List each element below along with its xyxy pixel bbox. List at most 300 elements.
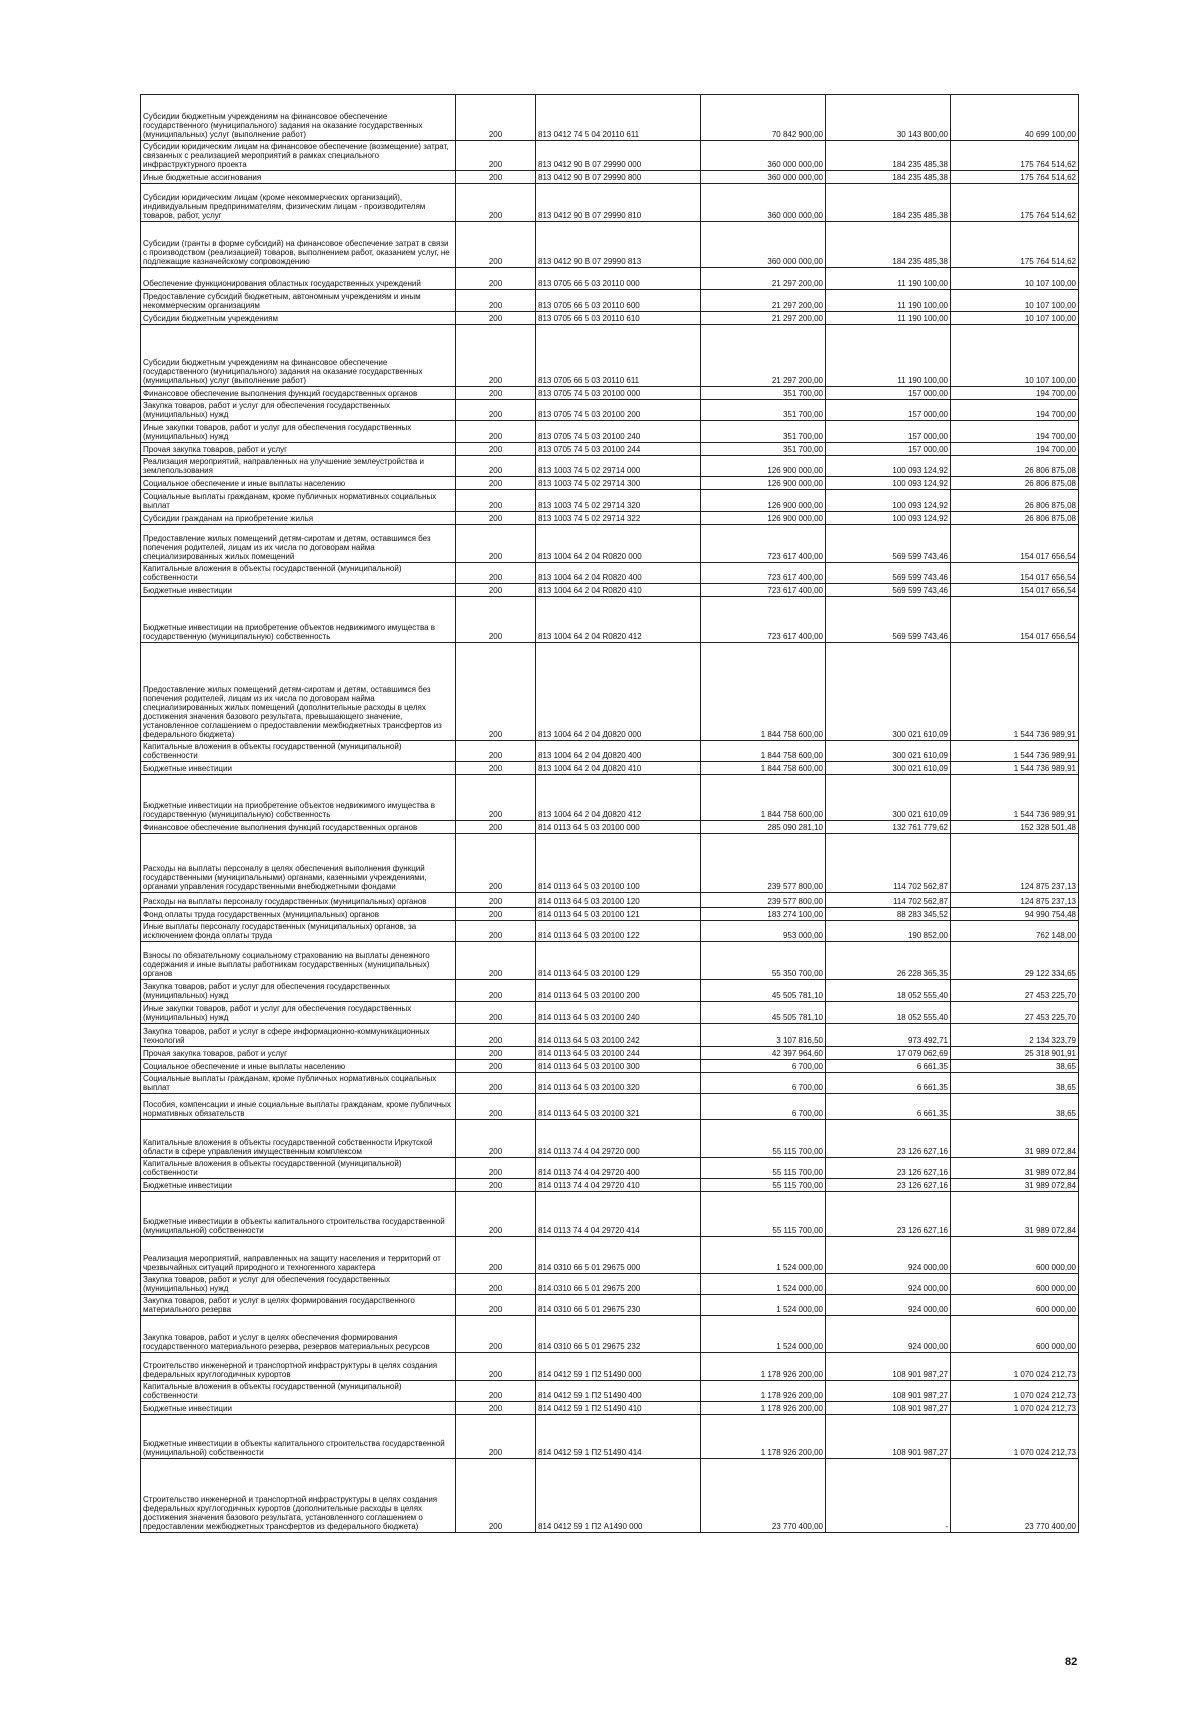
row-approved-cell: 723 617 400,00 [701,525,826,563]
row-kbk-cell: 813 1004 64 2 04 R0820 410 [536,584,701,597]
row-remaining-cell: 31 989 072,84 [951,1120,1079,1158]
row-remaining-cell: 31 989 072,84 [951,1158,1079,1179]
row-executed-cell: 569 599 743,46 [826,597,951,643]
table-row [141,1158,1079,1179]
table-row [141,762,1079,775]
row-name-cell: Иные закупки товаров, работ и услуг для обеспечения государственных (муниципальных) нужд [141,421,456,443]
row-approved-cell: 1 178 926 200,00 [701,1402,826,1415]
row-remaining-cell: 26 806 875,08 [951,456,1079,477]
table-row [141,584,1079,597]
row-executed-cell: 108 901 987,27 [826,1353,951,1381]
row-approved-cell: 183 274 100,00 [701,908,826,921]
row-code-cell: 200 [456,95,536,141]
row-remaining-cell: 1 544 736 989,91 [951,741,1079,762]
row-executed-cell: 100 093 124,92 [826,490,951,512]
table-row [141,387,1079,400]
row-approved-cell: 6 700,00 [701,1094,826,1120]
row-remaining-cell: 26 806 875,08 [951,477,1079,490]
row-kbk-cell: 814 0113 64 5 03 20100 240 [536,1002,701,1024]
row-code-cell: 200 [456,1024,536,1047]
row-approved-cell: 126 900 000,00 [701,490,826,512]
row-kbk-cell: 814 0412 59 1 П2 А1490 000 [536,1459,701,1533]
row-code-cell: 200 [456,421,536,443]
row-code-cell: 200 [456,1316,536,1353]
row-code-cell: 200 [456,171,536,184]
row-code-cell: 200 [456,1402,536,1415]
row-code-cell: 200 [456,325,536,387]
row-code-cell: 200 [456,477,536,490]
row-remaining-cell: 94 990 754,48 [951,908,1079,921]
row-approved-cell: 360 000 000,00 [701,222,826,268]
row-kbk-cell: 814 0113 64 5 03 20100 244 [536,1047,701,1060]
row-name-cell: Капитальные вложения в объекты государственной (муниципальной) собственности [141,741,456,762]
row-remaining-cell: 2 134 323,79 [951,1024,1079,1047]
row-executed-cell: 184 235 485,38 [826,141,951,171]
row-remaining-cell: 600 000,00 [951,1295,1079,1316]
row-kbk-cell: 814 0113 64 5 03 20100 000 [536,821,701,834]
row-name-cell: Капитальные вложения в объекты государственной собственности Иркутской области в сфере управления имущественным комплексом [141,1120,456,1158]
row-kbk-cell: 814 0113 64 5 03 20100 121 [536,908,701,921]
row-remaining-cell: 38,65 [951,1094,1079,1120]
row-executed-cell: 924 000,00 [826,1316,951,1353]
row-name-cell: Закупка товаров, работ и услуг для обеспечения государственных (муниципальных) нужд [141,980,456,1002]
row-code-cell: 200 [456,400,536,421]
row-approved-cell: 55 115 700,00 [701,1179,826,1192]
row-executed-cell: 157 000,00 [826,387,951,400]
row-code-cell: 200 [456,775,536,821]
table-row [141,1402,1079,1415]
row-executed-cell: 11 190 100,00 [826,312,951,325]
row-name-cell: Бюджетные инвестиции [141,762,456,775]
table-row [141,597,1079,643]
row-approved-cell: 1 524 000,00 [701,1237,826,1274]
row-name-cell: Субсидии бюджетным учреждениям [141,312,456,325]
row-executed-cell: 924 000,00 [826,1274,951,1295]
row-kbk-cell: 814 0113 74 4 04 29720 410 [536,1179,701,1192]
table-row [141,290,1079,312]
row-executed-cell: 114 702 562,87 [826,893,951,908]
row-approved-cell: 351 700,00 [701,387,826,400]
row-remaining-cell: 29 122 334,65 [951,942,1079,980]
table-row [141,171,1079,184]
row-approved-cell: 42 397 964,60 [701,1047,826,1060]
row-executed-cell: 184 235 485,38 [826,171,951,184]
row-approved-cell: 55 115 700,00 [701,1158,826,1179]
row-code-cell: 200 [456,525,536,563]
row-kbk-cell: 814 0412 59 1 П2 51490 000 [536,1353,701,1381]
row-approved-cell: 1 524 000,00 [701,1274,826,1295]
table-row [141,325,1079,387]
row-approved-cell: 45 505 781,10 [701,1002,826,1024]
row-approved-cell: 21 297 200,00 [701,290,826,312]
table-row [141,1002,1079,1024]
row-code-cell: 200 [456,222,536,268]
row-remaining-cell: 1 070 024 212,73 [951,1381,1079,1402]
table-row [141,1094,1079,1120]
row-approved-cell: 1 844 758 600,00 [701,775,826,821]
row-kbk-cell: 814 0113 64 5 03 20100 321 [536,1094,701,1120]
row-approved-cell: 21 297 200,00 [701,325,826,387]
table-row [141,908,1079,921]
table-row [141,1192,1079,1237]
row-kbk-cell: 813 1004 64 2 04 R0820 400 [536,563,701,584]
row-name-cell: Предоставление субсидий бюджетным, автономным учреждениям и иным некоммерческим организациям [141,290,456,312]
row-approved-cell: 360 000 000,00 [701,141,826,171]
row-name-cell: Субсидии юридическим лицам на финансовое обеспечение (возмещение) затрат, связанных с реализацией мероприятий в рамках специального инфраструктурного проекта [141,141,456,171]
row-executed-cell: 11 190 100,00 [826,290,951,312]
row-name-cell: Прочая закупка товаров, работ и услуг [141,1047,456,1060]
row-name-cell: Социальное обеспечение и иные выплаты населению [141,1060,456,1073]
table-row [141,775,1079,821]
row-kbk-cell: 813 0705 74 5 03 20100 244 [536,443,701,456]
table-row [141,563,1079,584]
row-code-cell: 200 [456,942,536,980]
row-code-cell: 200 [456,643,536,741]
row-approved-cell: 351 700,00 [701,400,826,421]
row-code-cell: 200 [456,741,536,762]
row-code-cell: 200 [456,584,536,597]
row-remaining-cell: 1 544 736 989,91 [951,643,1079,741]
row-name-cell: Реализация мероприятий, направленных на защиту населения и территорий от чрезвычайных ситуаций природного и техногенного характера [141,1237,456,1274]
table-row [141,312,1079,325]
row-executed-cell: 157 000,00 [826,421,951,443]
row-remaining-cell: 154 017 656,54 [951,584,1079,597]
row-executed-cell: 23 126 627,16 [826,1192,951,1237]
table-row [141,512,1079,525]
row-kbk-cell: 814 0113 64 5 03 20100 122 [536,921,701,942]
row-executed-cell: 108 901 987,27 [826,1415,951,1459]
row-name-cell: Иные бюджетные ассигнования [141,171,456,184]
table-row [141,1316,1079,1353]
row-code-cell: 200 [456,184,536,222]
row-approved-cell: 360 000 000,00 [701,171,826,184]
row-executed-cell: 18 052 555,40 [826,1002,951,1024]
row-code-cell: 200 [456,762,536,775]
row-name-cell: Субсидии (гранты в форме субсидий) на финансовое обеспечение затрат в связи с производством (реализацией) товаров, выполнением работ, оказанием услуг, не подлежащие казначейскому сопровождению [141,222,456,268]
row-name-cell: Капитальные вложения в объекты государственной (муниципальной) собственности [141,1381,456,1402]
row-approved-cell: 21 297 200,00 [701,268,826,290]
row-kbk-cell: 813 0705 66 5 03 20110 600 [536,290,701,312]
row-executed-cell: 6 661,35 [826,1060,951,1073]
row-name-cell: Закупка товаров, работ и услуг в сфере информационно-коммуникационных технологий [141,1024,456,1047]
row-approved-cell: 239 577 800,00 [701,834,826,893]
row-code-cell: 200 [456,443,536,456]
row-approved-cell: 55 115 700,00 [701,1192,826,1237]
row-remaining-cell: 762 148,00 [951,921,1079,942]
row-approved-cell: 723 617 400,00 [701,563,826,584]
row-code-cell: 200 [456,1381,536,1402]
row-approved-cell: 1 844 758 600,00 [701,741,826,762]
table-row [141,443,1079,456]
row-approved-cell: 6 700,00 [701,1060,826,1073]
row-name-cell: Закупка товаров, работ и услуг для обеспечения государственных (муниципальных) нужд [141,400,456,421]
row-executed-cell: 184 235 485,38 [826,184,951,222]
row-executed-cell: 100 093 124,92 [826,456,951,477]
row-code-cell: 200 [456,821,536,834]
table-row [141,1459,1079,1533]
row-kbk-cell: 814 0113 64 5 03 20100 200 [536,980,701,1002]
row-remaining-cell: 1 070 024 212,73 [951,1353,1079,1381]
row-remaining-cell: 38,65 [951,1060,1079,1073]
row-approved-cell: 1 844 758 600,00 [701,643,826,741]
row-remaining-cell: 124 875 237,13 [951,834,1079,893]
row-code-cell: 200 [456,1192,536,1237]
row-name-cell: Закупка товаров, работ и услуг для обеспечения государственных (муниципальных) нужд [141,1274,456,1295]
table-row [141,1024,1079,1047]
row-kbk-cell: 813 1004 64 2 04 R0820 412 [536,597,701,643]
row-approved-cell: 70 842 900,00 [701,95,826,141]
row-remaining-cell: 31 989 072,84 [951,1192,1079,1237]
row-kbk-cell: 814 0310 66 5 01 29675 232 [536,1316,701,1353]
row-executed-cell: 300 021 610,09 [826,643,951,741]
row-name-cell: Расходы на выплаты персоналу государственных (муниципальных) органов [141,893,456,908]
row-remaining-cell: 600 000,00 [951,1274,1079,1295]
row-name-cell: Фонд оплаты труда государственных (муниципальных) органов [141,908,456,921]
row-name-cell: Бюджетные инвестиции в объекты капитального строительства государственной (муниципальной) собственности [141,1192,456,1237]
row-remaining-cell: 175 764 514,62 [951,222,1079,268]
row-code-cell: 200 [456,290,536,312]
row-kbk-cell: 814 0113 64 5 03 20100 100 [536,834,701,893]
row-approved-cell: 351 700,00 [701,421,826,443]
row-executed-cell: 190 852,00 [826,921,951,942]
table-row [141,456,1079,477]
row-code-cell: 200 [456,980,536,1002]
row-name-cell: Бюджетные инвестиции [141,1402,456,1415]
row-approved-cell: 23 770 400,00 [701,1459,826,1533]
row-remaining-cell: 175 764 514,62 [951,184,1079,222]
budget-execution-table [140,94,1079,1533]
table-row [141,893,1079,908]
table-row [141,921,1079,942]
row-remaining-cell: 600 000,00 [951,1237,1079,1274]
row-code-cell: 200 [456,1459,536,1533]
row-code-cell: 200 [456,268,536,290]
row-remaining-cell: 1 070 024 212,73 [951,1415,1079,1459]
row-name-cell: Бюджетные инвестиции [141,584,456,597]
row-executed-cell: 300 021 610,09 [826,775,951,821]
row-name-cell: Расходы на выплаты персоналу в целях обеспечения выполнения функций государственными (муниципальными) органами, казенными учреждениями, органами управления государственными внебюджетными фондами [141,834,456,893]
row-name-cell: Финансовое обеспечение выполнения функций государственных органов [141,387,456,400]
row-kbk-cell: 814 0113 74 4 04 29720 000 [536,1120,701,1158]
row-code-cell: 200 [456,1237,536,1274]
row-kbk-cell: 813 1004 64 2 04 Д0820 400 [536,741,701,762]
row-executed-cell: 924 000,00 [826,1295,951,1316]
row-remaining-cell: 1 070 024 212,73 [951,1402,1079,1415]
row-name-cell: Субсидии гражданам на приобретение жилья [141,512,456,525]
row-executed-cell: 18 052 555,40 [826,980,951,1002]
row-approved-cell: 1 524 000,00 [701,1316,826,1353]
row-remaining-cell: 1 544 736 989,91 [951,775,1079,821]
row-executed-cell: 100 093 124,92 [826,512,951,525]
table-row [141,1381,1079,1402]
row-kbk-cell: 814 0113 64 5 03 20100 120 [536,893,701,908]
row-code-cell: 200 [456,312,536,325]
row-code-cell: 200 [456,512,536,525]
table-row [141,95,1079,141]
row-kbk-cell: 813 1004 64 2 04 R0820 000 [536,525,701,563]
row-kbk-cell: 813 0705 66 5 03 20110 000 [536,268,701,290]
table-row [141,525,1079,563]
row-code-cell: 200 [456,1158,536,1179]
row-executed-cell: 6 661,35 [826,1073,951,1094]
row-executed-cell: 23 126 627,16 [826,1158,951,1179]
row-remaining-cell: 124 875 237,13 [951,893,1079,908]
row-name-cell: Закупка товаров, работ и услуг в целях формирования государственного материального резерва [141,1295,456,1316]
row-kbk-cell: 813 1004 64 2 04 Д0820 000 [536,643,701,741]
row-remaining-cell: 175 764 514,62 [951,141,1079,171]
row-executed-cell: 88 283 345,52 [826,908,951,921]
row-name-cell: Закупка товаров, работ и услуг в целях обеспечения формирования государственного материального резерва, резервов материальных ресурсов [141,1316,456,1353]
row-name-cell: Пособия, компенсации и иные социальные выплаты гражданам, кроме публичных нормативных обязательств [141,1094,456,1120]
row-code-cell: 200 [456,141,536,171]
row-code-cell: 200 [456,1002,536,1024]
row-kbk-cell: 813 1003 74 5 02 29714 300 [536,477,701,490]
row-name-cell: Бюджетные инвестиции [141,1179,456,1192]
row-approved-cell: 6 700,00 [701,1073,826,1094]
row-kbk-cell: 814 0310 66 5 01 29675 230 [536,1295,701,1316]
row-executed-cell: 17 079 062,69 [826,1047,951,1060]
row-remaining-cell: 10 107 100,00 [951,290,1079,312]
row-executed-cell: 973 492,71 [826,1024,951,1047]
table-row [141,184,1079,222]
row-approved-cell: 723 617 400,00 [701,597,826,643]
row-kbk-cell: 813 0705 74 5 03 20100 240 [536,421,701,443]
row-remaining-cell: 26 806 875,08 [951,490,1079,512]
table-row [141,1073,1079,1094]
row-remaining-cell: 152 328 501,48 [951,821,1079,834]
row-executed-cell: 114 702 562,87 [826,834,951,893]
row-kbk-cell: 814 0412 59 1 П2 51490 410 [536,1402,701,1415]
row-name-cell: Субсидии юридическим лицам (кроме некоммерческих организаций), индивидуальным предпринимателям, физическим лицам - производителям товаров, работ, услуг [141,184,456,222]
row-remaining-cell: 10 107 100,00 [951,325,1079,387]
row-executed-cell: - [826,1459,951,1533]
row-executed-cell: 300 021 610,09 [826,741,951,762]
row-name-cell: Бюджетные инвестиции на приобретение объектов недвижимого имущества в государственную (муниципальную) собственность [141,597,456,643]
row-name-cell: Взносы по обязательному социальному страхованию на выплаты денежного содержания и иные выплаты работникам государственных (муниципальных) органов [141,942,456,980]
row-code-cell: 200 [456,834,536,893]
row-approved-cell: 1 178 926 200,00 [701,1353,826,1381]
row-name-cell: Иные закупки товаров, работ и услуг для обеспечения государственных (муниципальных) нужд [141,1002,456,1024]
row-kbk-cell: 814 0113 64 5 03 20100 242 [536,1024,701,1047]
row-code-cell: 200 [456,1415,536,1459]
row-code-cell: 200 [456,1047,536,1060]
table-row [141,400,1079,421]
table-row [141,1179,1079,1192]
row-name-cell: Социальные выплаты гражданам, кроме публичных нормативных социальных выплат [141,1073,456,1094]
table-row [141,1274,1079,1295]
table-row [141,1295,1079,1316]
row-approved-cell: 126 900 000,00 [701,512,826,525]
row-code-cell: 200 [456,1179,536,1192]
table-row [141,222,1079,268]
row-remaining-cell: 26 806 875,08 [951,512,1079,525]
row-code-cell: 200 [456,1353,536,1381]
table-row [141,942,1079,980]
row-kbk-cell: 813 1004 64 2 04 Д0820 412 [536,775,701,821]
row-approved-cell: 1 844 758 600,00 [701,762,826,775]
row-kbk-cell: 814 0412 59 1 П2 51490 400 [536,1381,701,1402]
row-name-cell: Бюджетные инвестиции в объекты капитального строительства государственной (муниципальной) собственности [141,1415,456,1459]
row-kbk-cell: 813 0412 74 5 04 20110 611 [536,95,701,141]
table-row [141,741,1079,762]
row-code-cell: 200 [456,908,536,921]
row-remaining-cell: 1 544 736 989,91 [951,762,1079,775]
row-executed-cell: 184 235 485,38 [826,222,951,268]
row-code-cell: 200 [456,1295,536,1316]
row-remaining-cell: 40 699 100,00 [951,95,1079,141]
table-row [141,1415,1079,1459]
row-remaining-cell: 600 000,00 [951,1316,1079,1353]
row-code-cell: 200 [456,387,536,400]
table-row [141,477,1079,490]
row-approved-cell: 21 297 200,00 [701,312,826,325]
row-kbk-cell: 814 0412 59 1 П2 51490 414 [536,1415,701,1459]
row-code-cell: 200 [456,1073,536,1094]
row-name-cell: Предоставление жилых помещений детям-сиротам и детям, оставшимся без попечения родителей, лицам из их числа по договорам найма специализированных жилых помещений [141,525,456,563]
table-row [141,834,1079,893]
row-remaining-cell: 154 017 656,54 [951,563,1079,584]
row-kbk-cell: 813 0705 66 5 03 20110 611 [536,325,701,387]
row-kbk-cell: 814 0113 64 5 03 20100 300 [536,1060,701,1073]
row-approved-cell: 285 090 281,10 [701,821,826,834]
row-approved-cell: 55 115 700,00 [701,1120,826,1158]
table-row [141,1060,1079,1073]
row-kbk-cell: 813 0412 90 В 07 29990 810 [536,184,701,222]
row-remaining-cell: 27 453 225,70 [951,980,1079,1002]
row-name-cell: Строительство инженерной и транспортной инфраструктуры в целях создания федеральных круглогодичных курортов (дополнительные расходы в целях достижения значения базового результата, установленного соглашением о предоставлении межбюджетных трансфертов из федерального бюджета) [141,1459,456,1533]
row-remaining-cell: 25 318 901,91 [951,1047,1079,1060]
table-row [141,1237,1079,1274]
row-executed-cell: 30 143 800,00 [826,95,951,141]
row-code-cell: 200 [456,921,536,942]
row-kbk-cell: 813 0412 90 В 07 29990 800 [536,171,701,184]
row-kbk-cell: 813 1004 64 2 04 Д0820 410 [536,762,701,775]
row-kbk-cell: 814 0113 64 5 03 20100 129 [536,942,701,980]
row-name-cell: Субсидии бюджетным учреждениям на финансовое обеспечение государственного (муниципального) задания на оказание государственных (муниципальных) услуг (выполнение работ) [141,95,456,141]
row-approved-cell: 953 000,00 [701,921,826,942]
row-code-cell: 200 [456,1060,536,1073]
table-row [141,980,1079,1002]
row-executed-cell: 11 190 100,00 [826,268,951,290]
row-executed-cell: 157 000,00 [826,443,951,456]
row-kbk-cell: 814 0113 64 5 03 20100 320 [536,1073,701,1094]
row-executed-cell: 23 126 627,16 [826,1120,951,1158]
row-executed-cell: 569 599 743,46 [826,584,951,597]
row-executed-cell: 569 599 743,46 [826,525,951,563]
row-remaining-cell: 175 764 514,62 [951,171,1079,184]
row-remaining-cell: 154 017 656,54 [951,525,1079,563]
row-name-cell: Бюджетные инвестиции на приобретение объектов недвижимого имущества в государственную (муниципальную) собственность [141,775,456,821]
row-name-cell: Иные выплаты персоналу государственных (муниципальных) органов, за исключением фонда оплаты труда [141,921,456,942]
row-remaining-cell: 27 453 225,70 [951,1002,1079,1024]
row-approved-cell: 55 350 700,00 [701,942,826,980]
row-kbk-cell: 813 1003 74 5 02 29714 320 [536,490,701,512]
row-executed-cell: 569 599 743,46 [826,563,951,584]
row-code-cell: 200 [456,456,536,477]
row-name-cell: Финансовое обеспечение выполнения функций государственных органов [141,821,456,834]
row-name-cell: Предоставление жилых помещений детям-сиротам и детям, оставшимся без попечения родителей, лицам из их числа по договорам найма специализированных жилых помещений (дополнительные расходы в целях достижения значения базового результата, превышающего значение, установленное соглашением о предоставлении межбюджетных трансфертов из федерального бюджета) [141,643,456,741]
table-body [141,95,1079,1533]
row-kbk-cell: 814 0113 74 4 04 29720 414 [536,1192,701,1237]
row-name-cell: Строительство инженерной и транспортной инфраструктуры в целях создания федеральных круглогодичных курортов [141,1353,456,1381]
table-row [141,643,1079,741]
row-approved-cell: 1 178 926 200,00 [701,1381,826,1402]
table-row [141,1047,1079,1060]
row-remaining-cell: 10 107 100,00 [951,312,1079,325]
row-approved-cell: 126 900 000,00 [701,456,826,477]
row-name-cell: Социальные выплаты гражданам, кроме публичных нормативных социальных выплат [141,490,456,512]
row-code-cell: 200 [456,563,536,584]
